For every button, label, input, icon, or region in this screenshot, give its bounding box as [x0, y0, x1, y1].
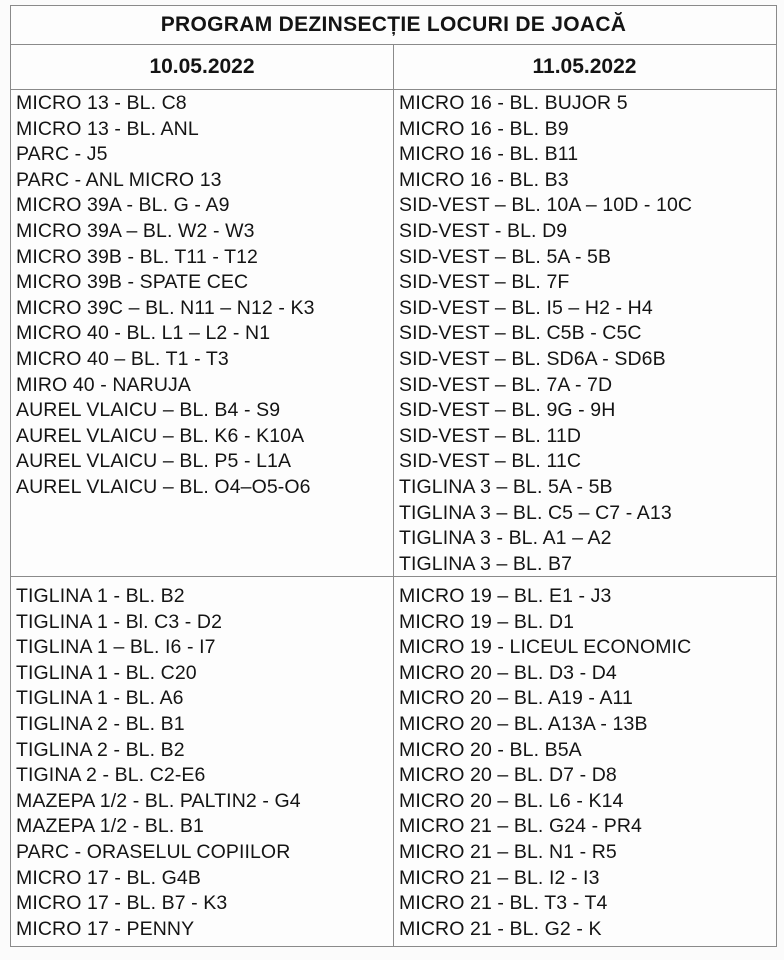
column-divider	[393, 44, 394, 946]
location-item: MICRO 17 - BL. G4B	[16, 866, 201, 889]
locations-list-left-bottom	[16, 584, 301, 942]
location-item: MICRO 39B - SPATE CEC	[16, 271, 249, 294]
location-item: MICRO 16 - BL. B3	[399, 168, 569, 191]
location-item: SID-VEST – BL. 5A - 5B	[399, 245, 612, 268]
location-item: TIGINA 2 - BL. C2-E6	[16, 764, 206, 787]
location-item: MICRO 40 – BL. T1 - T3	[16, 347, 229, 370]
locations-list-right-top	[399, 91, 692, 577]
location-item: TIGLINA 3 – BL. 5A - 5B	[399, 475, 613, 498]
location-item: PARC - J5	[16, 143, 108, 166]
location-item: SID-VEST – BL. 7A - 7D	[399, 373, 613, 396]
location-item: MICRO 39A – BL. W2 - W3	[16, 219, 255, 242]
location-item: TIGLINA 3 – BL. B7	[399, 552, 573, 575]
location-item: PARC - ANL MICRO 13	[16, 168, 222, 191]
location-item: MICRO 20 - BL. B5A	[399, 738, 582, 761]
location-item: PARC - ORASELUL COPIILOR	[16, 840, 291, 863]
location-item: SID-VEST – BL. 7F	[399, 271, 570, 294]
location-item: SID-VEST – BL. 10A – 10D - 10C	[399, 194, 693, 217]
location-item: TIGLINA 3 – BL. C5 – C7 - A13	[399, 501, 672, 524]
location-item: MICRO 39B - BL. T11 - T12	[16, 245, 259, 268]
location-item: MICRO 20 – BL. A19 - A11	[399, 687, 633, 710]
location-item: MICRO 21 – BL. G24 - PR4	[399, 815, 642, 838]
location-item: SID-VEST – BL. I5 – H2 - H4	[399, 296, 653, 319]
location-item: TIGLINA 3 - BL. A1 – A2	[399, 527, 612, 550]
location-item: AUREL VLAICU – BL. P5 - L1A	[16, 450, 292, 473]
location-item: TIGLINA 2 - BL. B1	[16, 712, 185, 735]
date-header-right: 11.05.2022	[532, 54, 637, 78]
location-item: SID-VEST – BL. 11C	[399, 450, 582, 473]
date-header-left: 10.05.2022	[149, 54, 255, 78]
location-item: MICRO 21 – BL. N1 - R5	[399, 840, 617, 863]
location-item: MICRO 20 – BL. L6 - K14	[399, 789, 624, 812]
location-item: TIGLINA 1 - Bl. C3 - D2	[16, 610, 223, 633]
location-item: MICRO 17 - PENNY	[16, 917, 195, 940]
schedule-document	[10, 5, 777, 947]
location-item: SID-VEST – BL. 11D	[399, 424, 582, 447]
location-item: MICRO 19 – BL. D1	[399, 610, 575, 633]
location-item: MICRO 39A - BL. G - A9	[16, 194, 230, 217]
location-item: MICRO 40 - BL. L1 – L2 - N1	[16, 322, 271, 345]
location-item: SID-VEST – BL. 9G - 9H	[399, 399, 616, 422]
location-item: MICRO 13 - BL. ANL	[16, 117, 199, 140]
location-item: MICRO 19 – BL. E1 - J3	[399, 585, 612, 607]
location-item: MICRO 20 – BL. D7 - D8	[399, 764, 617, 787]
location-item: TIGLINA 1 - BL. A6	[16, 687, 184, 710]
location-item: TIGLINA 1 – BL. I6 - I7	[16, 636, 216, 659]
location-item: AUREL VLAICU – BL. K6 - K10A	[16, 424, 305, 447]
location-item: MICRO 20 – BL. A13A - 13B	[399, 712, 648, 735]
location-item: MICRO 17 - BL. B7 - K3	[16, 892, 228, 915]
location-item: AUREL VLAICU – BL. O4–O5-O6	[16, 475, 311, 498]
document-title: PROGRAM DEZINSECȚIE LOCURI DE JOACĂ	[11, 6, 776, 45]
location-item: MICRO 21 - BL. G2 - K	[399, 917, 602, 940]
locations-list-left-top	[16, 91, 315, 501]
location-item: MICRO 16 - BL. BUJOR 5	[399, 92, 628, 114]
location-item: MICRO 16 - BL. B9	[399, 117, 569, 140]
location-item: TIGLINA 1 - BL. B2	[16, 585, 185, 607]
location-item: MICRO 21 - BL. T3 - T4	[399, 892, 608, 915]
location-item: MICRO 16 - BL. B11	[399, 143, 579, 166]
locations-list-right-bottom	[399, 584, 691, 942]
location-item: MICRO 21 – BL. I2 - I3	[399, 866, 600, 889]
location-item: SID-VEST – BL. SD6A - SD6B	[399, 347, 666, 370]
location-item: SID-VEST - BL. D9	[399, 219, 568, 242]
location-item: TIGLINA 1 - BL. C20	[16, 661, 197, 684]
location-item: SID-VEST – BL. C5B - C5C	[399, 322, 642, 345]
location-item: MAZEPA 1/2 - BL. B1	[16, 815, 204, 838]
location-item: MIRO 40 - NARUJA	[16, 373, 191, 396]
location-item: AUREL VLAICU – BL. B4 - S9	[16, 399, 281, 422]
location-item: MICRO 13 - BL. C8	[16, 92, 187, 114]
location-item: MICRO 39C – BL. N11 – N12 - K3	[16, 296, 315, 319]
location-item: MICRO 20 – BL. D3 - D4	[399, 661, 617, 684]
location-item: TIGLINA 2 - BL. B2	[16, 738, 185, 761]
location-item: MAZEPA 1/2 - BL. PALTIN2 - G4	[16, 789, 301, 812]
location-item: MICRO 19 - LICEUL ECONOMIC	[399, 636, 692, 659]
